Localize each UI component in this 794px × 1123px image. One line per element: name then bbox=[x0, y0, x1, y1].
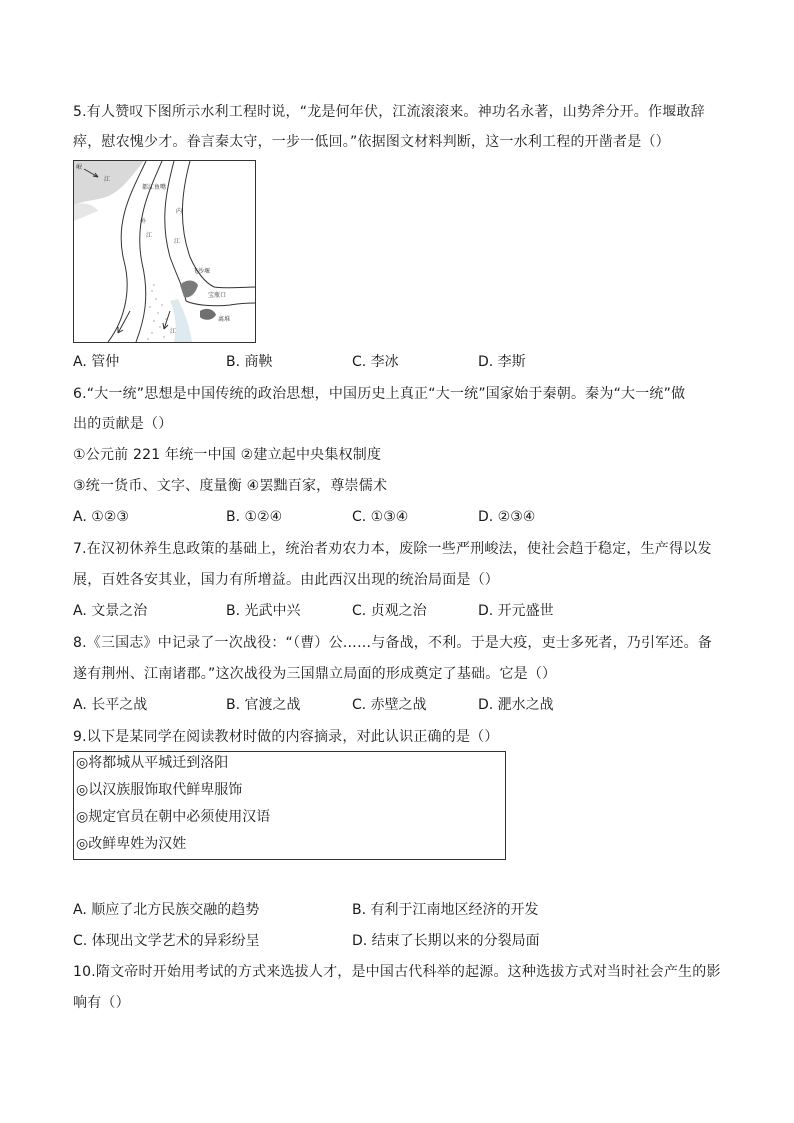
q5-option-a[interactable]: A. 管仲 bbox=[73, 354, 120, 370]
q9-option-a[interactable]: A. 顺应了北方民族交融的趋势 bbox=[73, 902, 260, 918]
q9-option-b[interactable]: B. 有利于江南地区经济的开发 bbox=[352, 902, 539, 918]
q9-option-d[interactable]: D. 结束了长期以来的分裂局面 bbox=[352, 933, 540, 949]
q6-option-a[interactable]: A. ①②③ bbox=[73, 509, 129, 525]
inner-water bbox=[170, 299, 192, 342]
dujiangyan-map bbox=[73, 160, 256, 343]
q7-option-c[interactable]: C. 贞观之治 bbox=[352, 603, 427, 619]
q7-stem-line2: 展，百姓各安其业，国力有所增益。由此西汉出现的统治局面是（） bbox=[73, 572, 499, 588]
q5-option-b[interactable]: B. 商鞅 bbox=[226, 354, 273, 370]
q9-stem-line1: 9.以下是某同学在阅读教材时做的内容摘录，对此认识正确的是（） bbox=[73, 729, 499, 745]
q6-option-d[interactable]: D. ②③④ bbox=[478, 509, 536, 525]
map-label-river2: 江 bbox=[146, 232, 153, 239]
map-label-lidui: 离堆 bbox=[218, 316, 231, 323]
q5-option-c[interactable]: C. 李冰 bbox=[352, 354, 399, 370]
q5-stem-line2: 瘁，慰农愧少才。眷言秦太守，一步一低回。”依据图文材料判断，这一水利工程的开凿者是（） bbox=[73, 134, 670, 150]
q9-excerpt-item-2: ◎以汉族服饰取代鲜卑服饰 bbox=[76, 782, 243, 798]
dujiangyan-map-svg bbox=[74, 161, 255, 342]
q5-stem-line1: 5.有人赞叹下图所示水利工程时说，“龙是何年伏，江流滚滚来。神功名永著，山势斧分开。作堰敢辞 bbox=[73, 104, 705, 120]
map-label-river1: 江 bbox=[104, 176, 111, 183]
q7-stem-line1: 7.在汉初休养生息政策的基础上，统治者劝农力本，废除一些严刑峻法，使社会趋于稳定，生产得以发 bbox=[73, 541, 712, 557]
feisha-weir bbox=[180, 281, 198, 298]
q6-option-b[interactable]: B. ①②④ bbox=[226, 509, 283, 525]
q6-items-line2: ③统一货币、文字、度量衡 ④罢黜百家，尊崇儒术 bbox=[73, 478, 388, 494]
map-label-feisha: 飞沙堰 bbox=[192, 268, 211, 275]
lidui-hill bbox=[200, 309, 216, 320]
q9-excerpt-item-3: ◎规定官员在朝中必须使用汉语 bbox=[76, 809, 271, 825]
q6-stem-line1: 6.“大一统”思想是中国传统的政治思想，中国历史上真正“大一统”国家始于秦朝。秦为“大一统”做 bbox=[73, 386, 686, 402]
q8-option-b[interactable]: B. 官渡之战 bbox=[226, 697, 301, 713]
mountain-area-2 bbox=[74, 203, 98, 221]
q8-stem-line1: 8.《三国志》中记录了一次战役：“（曹）公……与备战，不利。于是大疫，吏士多死者，乃引军还。备 bbox=[73, 635, 713, 651]
q6-option-c[interactable]: C. ①③④ bbox=[352, 509, 409, 525]
q9-excerpt-item-4: ◎改鲜卑姓为汉姓 bbox=[76, 836, 187, 852]
mountain-area bbox=[74, 161, 144, 205]
map-label-baoping: 宝瓶口 bbox=[208, 292, 227, 299]
q9-excerpt-box bbox=[73, 751, 506, 860]
q8-option-d[interactable]: D. 淝水之战 bbox=[478, 697, 554, 713]
q8-option-c[interactable]: C. 赤壁之战 bbox=[352, 697, 427, 713]
q8-stem-line2: 遂有荆州、江南诸郡。”这次战役为三国鼎立局面的形成奠定了基础。它是（） bbox=[73, 666, 557, 682]
q6-items-line1: ①公元前 221 年统一中国 ②建立起中央集权制度 bbox=[73, 447, 382, 463]
q5-option-d[interactable]: D. 李斯 bbox=[478, 354, 526, 370]
map-label-inner: 内 bbox=[176, 208, 183, 215]
q7-option-a[interactable]: A. 文景之治 bbox=[73, 603, 148, 619]
q7-option-b[interactable]: B. 光武中兴 bbox=[226, 603, 301, 619]
map-label-river3: 江 bbox=[174, 238, 181, 245]
map-label-river4: 江 bbox=[170, 328, 177, 335]
baoping-channel bbox=[186, 301, 255, 306]
q10-stem-line2: 响有（） bbox=[73, 995, 130, 1011]
inner-river-bank-left bbox=[165, 161, 186, 301]
q6-stem-line2: 出的贡献是（） bbox=[73, 416, 173, 432]
map-label-min: 岷 bbox=[76, 164, 83, 171]
map-label-dam: 都江鱼嘴 bbox=[142, 184, 167, 191]
q7-option-d[interactable]: D. 开元盛世 bbox=[478, 603, 554, 619]
sand-area bbox=[147, 284, 166, 339]
q9-excerpt-item-1: ◎将都城从平城迁到洛阳 bbox=[76, 755, 229, 771]
q9-option-c[interactable]: C. 体现出文学艺术的异彩纷呈 bbox=[73, 933, 260, 949]
map-label-outer: 外 bbox=[140, 218, 147, 225]
q8-option-a[interactable]: A. 长平之战 bbox=[73, 697, 148, 713]
q10-stem-line1: 10.隋文帝时开始用考试的方式来选拔人才，是中国古代科举的起源。这种选拔方式对当时社会产生的影 bbox=[73, 964, 721, 980]
